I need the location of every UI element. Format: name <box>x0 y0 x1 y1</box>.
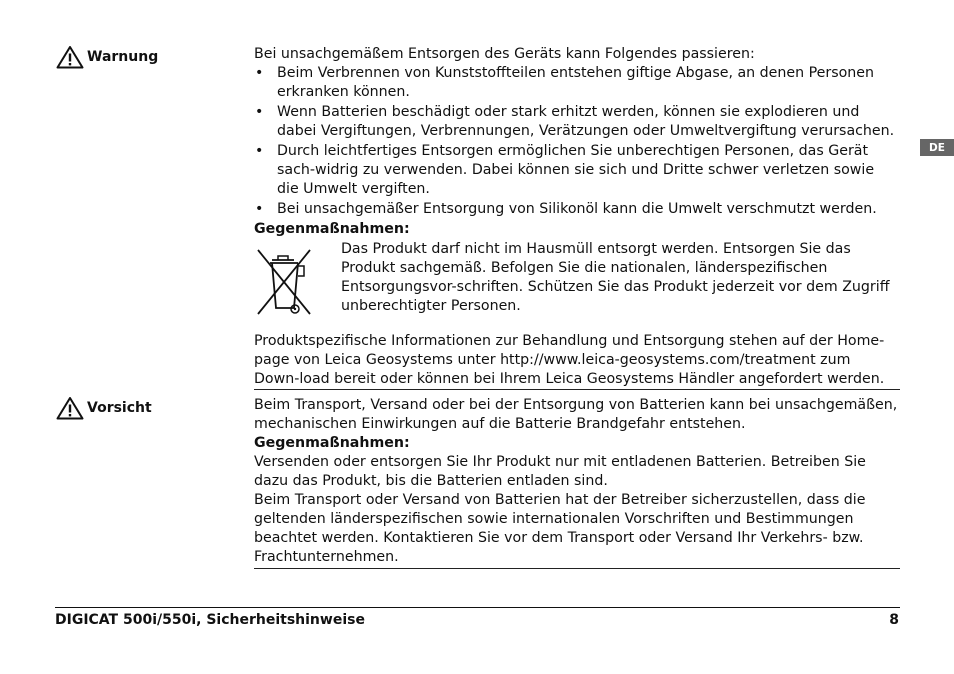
caution-paragraph: Beim Transport oder Versand von Batterien hat der Betreiber sicherzustellen, dass die geltenden länderspezifischen sowie internationalen Vorschriften und Bestimmungen beachtet werden. Kontaktieren Sie vor dem Transport oder Versand Ihr Verkehrs- bzw. Frachtunternehmen. <box>254 492 866 565</box>
caution-label <box>56 396 152 420</box>
product-info-text: Produktspezifische Informationen zur Behandlung und Entsorgung stehen auf der Home-page von Leica Geosystems unter http://www.leica-geosystems.com/treatment zum Down-load bereit oder können bei Ihrem Leica Geosystems Händler angefordert werden. <box>254 333 885 387</box>
list-item: • Beim Verbrennen von Kunststoffteilen entstehen giftige Abgase, an denen Personen erkranken können. <box>254 64 900 102</box>
caution-icon <box>56 396 84 420</box>
countermeasures-heading: Gegenmaßnahmen: <box>254 221 410 237</box>
caution-intro: Beim Transport, Versand oder bei der Entsorgung von Batterien kann bei unsachgemäßen, mechanischen Einwirkungen auf die Batterie Brandgefahr entstehen. <box>254 397 898 432</box>
disposal-notice <box>254 240 900 324</box>
footer-divider <box>55 607 900 608</box>
page-number: 8 <box>889 612 899 628</box>
warning-content <box>254 45 900 389</box>
list-item: • Durch leichtfertiges Entsorgen ermöglichen Sie unberechtigen Personen, das Gerät sach-widrig zu verwenden. Dabei können sie sich und Dritte schwer verletzen sowie die Umwelt vergiften. <box>254 142 900 199</box>
warning-icon <box>56 45 84 69</box>
caution-label-text: Vorsicht <box>87 400 152 416</box>
disposal-text: Das Produkt darf nicht im Hausmüll entsorgt werden. Entsorgen Sie das Produkt sachgemäß. Befolgen Sie die nationalen, länderspezifischen Entsorgungsvor-schriften. Schützen Sie das Produkt jederzeit vor dem Zugriff unberechtigter Personen. <box>341 241 890 314</box>
warning-label <box>56 45 158 69</box>
caution-content <box>254 396 900 567</box>
section-divider <box>254 389 900 390</box>
warning-intro: Bei unsachgemäßem Entsorgen des Geräts kann Folgendes passieren: <box>254 46 755 62</box>
warning-bullet-list <box>254 64 900 219</box>
footer-title: DIGICAT 500i/550i, Sicherheitshinweise <box>55 612 365 628</box>
caution-paragraph: Versenden oder entsorgen Sie Ihr Produkt nur mit entladenen Batterien. Betreiben Sie dazu das Produkt, bis die Batterien entladen sind. <box>254 454 866 489</box>
list-item: • Bei unsachgemäßer Entsorgung von Silikonöl kann die Umwelt verschmutzt werden. <box>254 200 900 219</box>
language-tab: DE <box>920 139 954 156</box>
countermeasures-heading: Gegenmaßnahmen: <box>254 435 410 451</box>
warning-label-text: Warnung <box>87 49 159 65</box>
crossed-out-bin-icon <box>254 246 314 318</box>
list-item: • Wenn Batterien beschädigt oder stark erhitzt werden, können sie explodieren und dabei Vergiftungen, Verbrennungen, Verätzungen oder Umweltvergiftung verursachen. <box>254 103 900 141</box>
section-divider <box>254 568 900 569</box>
